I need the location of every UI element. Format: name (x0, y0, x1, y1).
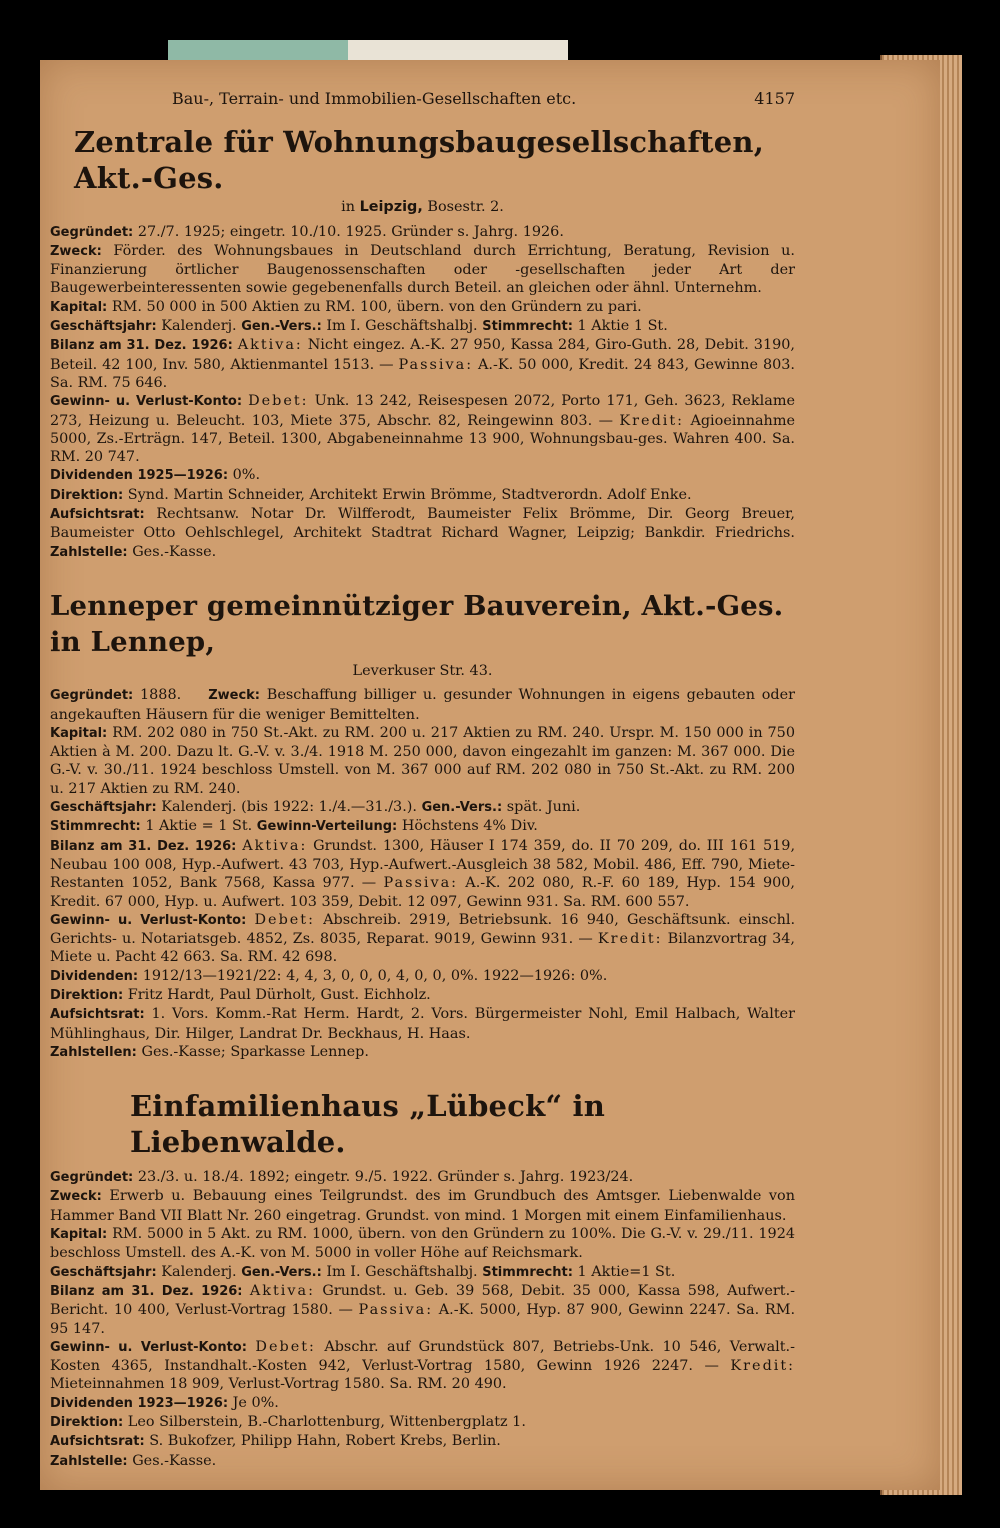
entry-einfamilienhaus (50, 1088, 795, 1471)
supervisory-line: Aufsichtsrat: Rechtsanw. Notar Dr. Wilfferodt, Baumeister Felix Brömme, Dir. Georg Breuer, Baumeister Otto Oehlschlegel, Architekt Stadtrat Richard Wagner, Leipzig; Bankdir. Friedrichs. Zahlstelle: Ges.-Kasse. (50, 506, 795, 560)
balance-line: Bilanz am 31. Dez. 1926: Aktiva: Grundst. u. Geb. 39 568, Debit. 35 000, Kassa 598, Aufwert.-Bericht. 10 400, Verlust-Vortrag 1580. — Passiva: A.-K. 5000, Hyp. 87 900, Gewinn 2247. Sa. RM. 95 147. (50, 1282, 796, 1337)
dividends-line: Dividenden 1923—1926: Je 0%. (50, 1394, 279, 1411)
entry-zentrale (50, 124, 795, 562)
founded-line: Gegründet: 27./7. 1925; eingetr. 10./10. 1925. Gründer s. Jahrg. 1926. (50, 223, 564, 240)
entry-lenneper (50, 588, 795, 1062)
entry-title: Lenneper gemeinnütziger Bauverein, Akt.-Ges. in Lennep, (50, 589, 784, 658)
fiscal-line: Geschäftsjahr: Kalenderj. Gen.-Vers.: Im I. Geschäftshalbj. Stimmrecht: 1 Aktie=1 St. (50, 1263, 676, 1280)
supervisory-line: Aufsichtsrat: 1. Vors. Komm.-Rat Herm. Hardt, 2. Vors. Bürgermeister Nohl, Emil Halbach, Walter Mühlinghaus, Dir. Hilger, Landrat Dr. Beckhaus, H. Haas. (50, 1006, 795, 1042)
fiscal-line: Geschäftsjahr: Kalenderj. Gen.-Vers.: Im I. Geschäftshalbj. Stimmrecht: 1 Aktie 1 St. (50, 318, 668, 335)
founded-line: Gegründet: 23./3. u. 18./4. 1892; eingetr. 9./5. 1922. Gründer s. Jahrg. 1923/24. (50, 1169, 634, 1186)
founded-line: Gegründet: 1888. Zweck: Beschaffung billiger u. gesunder Wohnungen in eigens gebauten oder angekauften Häusern für die weniger Bemittelten. (50, 687, 795, 723)
board-line: Direktion: Synd. Martin Schneider, Architekt Erwin Brömme, Stadtverordn. Adolf Enke. (50, 486, 692, 503)
balance-line: Bilanz am 31. Dez. 1926: Aktiva: Nicht eingez. A.-K. 27 950, Kassa 284, Giro-Guth. 28, Debit. 3190, Beteil. 42 100, Inv. 580, Aktienmantel 1513. — Passiva: A.-K. 50 000, Kredit. 24 843, Gewinne 803. Sa. RM. 75 646. (50, 337, 796, 391)
capital-line: Kapital: RM. 5000 in 5 Akt. zu RM. 1000, übern. von den Gründern zu 100%. Die G.-V. v. 29./11. 1924 beschloss Umstell. des A.-K. von M. 5000 in voller Höhe auf Reichsmark. (50, 1226, 796, 1262)
board-line: Direktion: Leo Silberstein, B.-Charlottenburg, Wittenbergplatz 1. (50, 1414, 526, 1431)
page-number: 4157 (754, 89, 795, 108)
board-line: Direktion: Fritz Hardt, Paul Dürholt, Gust. Eichholz. (50, 986, 431, 1003)
profit-loss-line: Gewinn- u. Verlust-Konto: Debet: Abschreib. 2919, Betriebsunk. 16 940, Geschäftsunk. einschl. Gerichts- u. Notariatsgeb. 4852, Zs. 8035, Reparat. 9019, Gewinn 931. — Kredit: Bilanzvortrag 34, Miete u. Pacht 42 663. Sa. RM. 42 698. (50, 911, 796, 966)
voting-line: Stimmrecht: 1 Aktie = 1 St. Gewinn-Verteilung: Höchstens 4% Div. (50, 818, 538, 835)
purpose-line: Zweck: Förder. des Wohnungsbaues in Deutschland durch Errichtung, Beratung, Revision u. Finanzierung örtlicher Baugenossenschaften oder -gesellschaften jeder Art der Baugewerbeinteressenten sowie gegebenenfalls durch Beteil. an gleichen oder ähnl. Unternehm. (50, 242, 795, 297)
entry-title: Einfamilienhaus „Lübeck“ in Liebenwalde. (130, 1089, 606, 1160)
profit-loss-line: Gewinn- u. Verlust-Konto: Debet: Unk. 13 242, Reisespesen 2072, Porto 171, Geh. 3623, Reklame 273, Heizung u. Beleucht. 103, Miete 375, Abschr. 82, Reingewinn 803. — Kredit: Agioeinnahme 5000, Zs.-Erträgn. 147, Beteil. 1300, Abgabeneinnahme 13 900, Wohnungsbau-ges. Wahren 400. Sa. RM. 20 747. (50, 393, 795, 466)
paying-agents-line: Zahlstellen: Ges.-Kasse; Sparkasse Lennep. (50, 1043, 369, 1060)
dividends-line: Dividenden 1925—1926: 0%. (50, 467, 261, 484)
page-content (50, 90, 795, 1471)
running-title: Bau-, Terrain- und Immobilien-Gesellschaften etc. (172, 89, 577, 108)
capital-line: Kapital: RM. 202 080 in 750 St.-Akt. zu RM. 200 u. 217 Aktien zu RM. 240. Urspr. M. 150 000 in 750 Aktien à M. 200. Dazu lt. G.-V. v. 3./4. 1918 M. 250 000, davon eingezahlt im ganzen: M. 367 000. Die G.-V. v. 30./11. 1924 beschloss Umstell. von M. 367 000 auf RM. 202 080 in 750 St.-Akt. zu RM. 200 u. 217 Aktien zu RM. 240. (50, 724, 795, 797)
fiscal-line: Geschäftsjahr: Kalenderj. (bis 1922: 1./4.—31./3.). Gen.-Vers.: spät. Juni. (50, 799, 581, 816)
purpose-line: Zweck: Erwerb u. Bebauung eines Teilgrundst. des im Grundbuch des Amtsger. Liebenwalde von Hammer Band VII Blatt Nr. 260 eingetrag. Grundst. von mind. 1 Morgen mit einem Einfamilienhaus. (50, 1188, 795, 1224)
entry-address: Leverkuser Str. 43. (352, 662, 493, 679)
dividends-line: Dividenden: 1912/13—1921/22: 4, 4, 3, 0, 0, 0, 4, 0, 0, 0%. 1922—1926: 0%. (50, 967, 608, 984)
capital-line: Kapital: RM. 50 000 in 500 Aktien zu RM. 100, übern. von den Gründern zu pari. (50, 298, 642, 315)
supervisory-line: Aufsichtsrat: S. Bukofzer, Philipp Hahn, Robert Krebs, Berlin. (50, 1433, 501, 1450)
entry-title: Zentrale für Wohnungsbaugesellschaften, Akt.-Ges. (74, 125, 765, 196)
running-header (50, 90, 795, 108)
paying-agent-line: Zahlstelle: Ges.-Kasse. (50, 1452, 217, 1469)
entry-address: in Leipzig, Bosestr. 2. (341, 199, 504, 216)
balance-line: Bilanz am 31. Dez. 1926: Aktiva: Grundst. 1300, Häuser I 174 359, do. II 70 209, do. III 161 519, Neubau 100 008, Hyp.-Aufwert. 43 703, Hyp.-Aufwert.-Ausgleich 38 582, Mobil. 486, Eff. 790, Miete-Restanten 1052, Bank 7568, Kassa 977. — Passiva: A.-K. 202 080, R.-F. 60 189, Hyp. 154 900, Kredit. 67 000, Hyp. u. Aufwert. 103 359, Debit. 12 097, Gewinn 931. Sa. RM. 600 557. (50, 837, 796, 910)
profit-loss-line: Gewinn- u. Verlust-Konto: Debet: Abschr. auf Grundstück 807, Betriebs-Unk. 10 546, Verwalt.-Kosten 4365, Instandhalt.-Kosten 942, Verlust-Vortrag 1580, Gewinn 1926 2247. — Kredit: Mieteinnahmen 18 909, Verlust-Vortrag 1580. Sa. RM. 20 490. (50, 1338, 796, 1393)
